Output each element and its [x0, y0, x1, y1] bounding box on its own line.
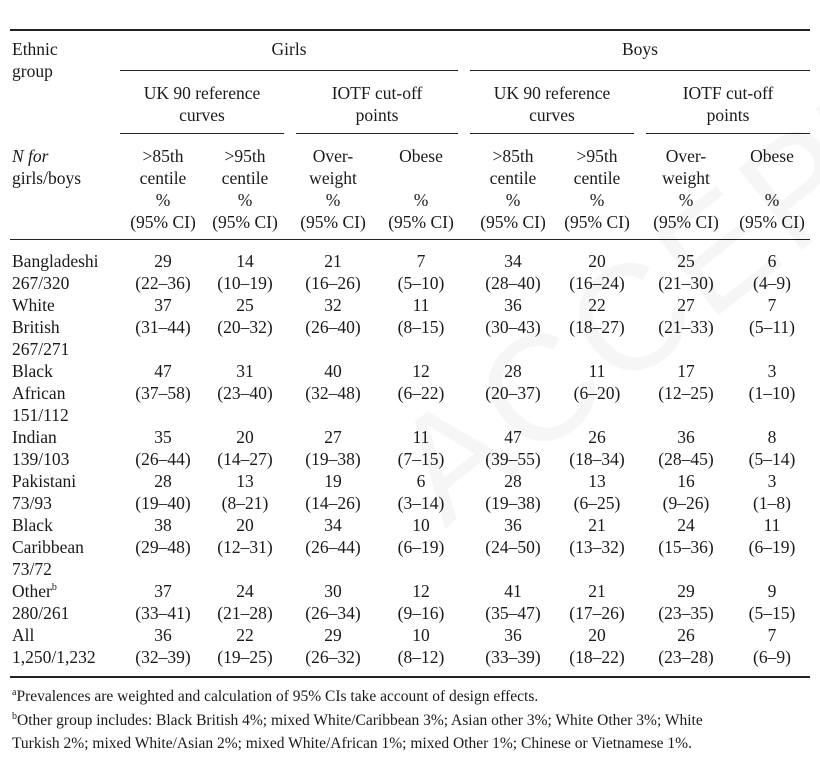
footnote-b-line2: Turkish 2%; mixed White/Asian 2%; mixed White/African 1%; mixed Other 1%; Chinese or Vietnamese 1%.	[12, 735, 692, 752]
row-label-text: 280/261	[12, 603, 70, 623]
footnote-a-mark: a	[12, 686, 17, 698]
boys-iotf-header-2: points	[706, 105, 750, 125]
girls-uk90-header-1: UK 90 reference	[143, 83, 261, 103]
footnote-a	[12, 686, 538, 708]
cell-value-2-2: 40	[324, 361, 342, 381]
cell-value-1-6: 27	[677, 295, 695, 315]
cell-value-0-5: 20	[588, 251, 606, 271]
cell-ci-1-1: (20–32)	[217, 317, 273, 337]
cell-value-1-5: 22	[588, 295, 606, 315]
cell-value-7-4: 36	[504, 625, 522, 645]
n-label-1	[12, 145, 48, 167]
cell-ci-7-0: (32–39)	[135, 647, 191, 667]
column-subheader-2-1: weight	[309, 168, 357, 188]
cell-value-6-0: 37	[154, 581, 172, 601]
row-label-0-1	[12, 272, 69, 294]
row-label-text: Bangladeshi	[12, 251, 99, 271]
cell-ci-4-3: (3–14)	[397, 493, 445, 513]
cell-value-6-1: 24	[236, 581, 254, 601]
cell-value-4-6: 16	[677, 471, 695, 491]
cell-ci-3-5: (18–34)	[569, 449, 625, 469]
cell-value-7-7: 7	[767, 625, 777, 645]
column-subheader-5-1: centile	[573, 168, 621, 188]
cell-ci-0-4: (28–40)	[485, 273, 541, 293]
column-subheader-4-2: %	[505, 190, 521, 210]
top-rule	[10, 29, 810, 31]
cell-value-5-5: 21	[588, 515, 606, 535]
cell-value-7-3: 10	[412, 625, 430, 645]
n-label-2: girls/boys	[12, 168, 82, 188]
cell-value-1-2: 32	[324, 295, 342, 315]
girls-header: Girls	[271, 39, 307, 59]
cell-value-2-3: 12	[412, 361, 430, 381]
girls-iotf-header-1: IOTF cut-off	[331, 83, 423, 103]
girls-rule	[120, 70, 458, 71]
row-label-7-1	[12, 646, 96, 668]
girls-iotf-rule	[296, 133, 458, 134]
cell-ci-3-1: (14–27)	[217, 449, 273, 469]
cell-ci-6-5: (17–26)	[569, 603, 625, 623]
cell-value-1-0: 37	[154, 295, 172, 315]
column-subheader-6-3: (95% CI)	[653, 212, 719, 232]
boys-uk90-header-2: curves	[529, 105, 575, 125]
column-subheader-2-3: (95% CI)	[300, 212, 366, 232]
cell-value-7-6: 26	[677, 625, 695, 645]
row-label-1-0	[12, 294, 55, 316]
column-subheader-5-0: >95th	[576, 146, 618, 166]
table-bottom-rule	[10, 676, 810, 678]
cell-value-0-0: 29	[154, 251, 172, 271]
cell-ci-2-6: (12–25)	[658, 383, 714, 403]
cell-ci-0-6: (21–30)	[658, 273, 714, 293]
cell-value-3-1: 20	[236, 427, 254, 447]
row-label-3-0	[12, 426, 57, 448]
cell-ci-5-0: (29–48)	[135, 537, 191, 557]
row-label-text: 1,250/1,232	[12, 647, 96, 667]
cell-value-4-5: 13	[588, 471, 606, 491]
cell-ci-7-3: (8–12)	[397, 647, 445, 667]
cell-value-3-0: 35	[154, 427, 172, 447]
row-label-text: Other	[12, 581, 52, 601]
cell-ci-4-1: (8–21)	[221, 493, 269, 513]
cell-value-1-4: 36	[504, 295, 522, 315]
cell-ci-7-2: (26–32)	[305, 647, 361, 667]
cell-value-4-0: 28	[154, 471, 172, 491]
cell-ci-5-4: (24–50)	[485, 537, 541, 557]
cell-value-4-2: 19	[324, 471, 342, 491]
column-subheader-0-1: centile	[139, 168, 187, 188]
row-label-text: 139/103	[12, 449, 70, 469]
cell-value-5-2: 34	[324, 515, 342, 535]
column-subheader-2-2: %	[325, 190, 341, 210]
cell-ci-2-3: (6–22)	[397, 383, 445, 403]
cell-value-6-6: 29	[677, 581, 695, 601]
cell-value-5-6: 24	[677, 515, 695, 535]
cell-value-6-4: 41	[504, 581, 522, 601]
column-subheader-0-3: (95% CI)	[130, 212, 196, 232]
cell-ci-3-2: (19–38)	[305, 449, 361, 469]
cell-value-0-6: 25	[677, 251, 695, 271]
cell-value-7-1: 22	[236, 625, 254, 645]
row-label-text: Pakistani	[12, 471, 77, 491]
ethnic-group-label-2: group	[12, 61, 53, 81]
cell-ci-2-2: (32–48)	[305, 383, 361, 403]
cell-value-3-3: 11	[412, 427, 430, 447]
cell-value-0-2: 21	[324, 251, 342, 271]
column-subheader-2-0: Over-	[312, 146, 354, 166]
cell-ci-7-5: (18–22)	[569, 647, 625, 667]
row-label-footnote-mark: b	[51, 582, 57, 594]
cell-ci-6-6: (23–35)	[658, 603, 714, 623]
cell-value-2-7: 3	[767, 361, 777, 381]
ethnic-group-label-1: Ethnic	[12, 39, 58, 59]
row-label-text: All	[12, 625, 35, 645]
cell-ci-5-3: (6–19)	[397, 537, 445, 557]
cell-value-5-7: 11	[763, 515, 781, 535]
column-subheader-1-3: (95% CI)	[212, 212, 278, 232]
cell-value-6-7: 9	[767, 581, 777, 601]
cell-value-7-2: 29	[324, 625, 342, 645]
cell-ci-2-7: (1–10)	[748, 383, 796, 403]
footnote-a-text: Prevalences are weighted and calculation of 95% CIs take account of design effects.	[16, 688, 539, 705]
column-subheader-7-2: %	[764, 190, 780, 210]
cell-ci-0-5: (16–24)	[569, 273, 625, 293]
cell-ci-4-2: (14–26)	[305, 493, 361, 513]
cell-value-0-4: 34	[504, 251, 522, 271]
cell-value-4-4: 28	[504, 471, 522, 491]
column-subheader-5-3: (95% CI)	[564, 212, 630, 232]
row-label-1-2	[12, 338, 69, 360]
row-label-6-0	[12, 580, 57, 602]
cell-value-5-1: 20	[236, 515, 254, 535]
row-label-6-1	[12, 602, 69, 624]
cell-ci-7-4: (33–39)	[485, 647, 541, 667]
cell-value-0-1: 14	[236, 251, 254, 271]
cell-ci-6-2: (26–34)	[305, 603, 361, 623]
cell-ci-2-0: (37–58)	[135, 383, 191, 403]
row-label-text: Indian	[12, 427, 57, 447]
cell-ci-0-3: (5–10)	[397, 273, 445, 293]
cell-ci-5-5: (13–32)	[569, 537, 625, 557]
cell-value-5-0: 38	[154, 515, 172, 535]
header-bottom-rule	[10, 239, 810, 240]
cell-ci-1-2: (26–40)	[305, 317, 361, 337]
cell-value-2-0: 47	[154, 361, 172, 381]
column-subheader-6-0: Over-	[665, 146, 707, 166]
cell-value-5-4: 36	[504, 515, 522, 535]
column-subheader-1-2: %	[237, 190, 253, 210]
cell-ci-1-6: (21–33)	[658, 317, 714, 337]
row-label-4-0	[12, 470, 76, 492]
n-italic: N for	[12, 146, 49, 166]
cell-ci-7-7: (6–9)	[753, 647, 791, 667]
row-label-4-1	[12, 492, 52, 514]
cell-value-7-0: 36	[154, 625, 172, 645]
cell-value-2-1: 31	[236, 361, 254, 381]
cell-value-0-3: 7	[416, 251, 426, 271]
column-subheader-3-2: %	[413, 190, 429, 210]
cell-ci-7-6: (23–28)	[658, 647, 714, 667]
cell-value-1-3: 11	[412, 295, 430, 315]
cell-ci-4-5: (6–25)	[573, 493, 621, 513]
cell-value-3-7: 8	[767, 427, 777, 447]
boys-uk90-rule	[470, 133, 634, 134]
boys-uk90-header-1: UK 90 reference	[493, 83, 611, 103]
cell-value-6-2: 30	[324, 581, 342, 601]
cell-ci-1-7: (5–11)	[748, 317, 796, 337]
cell-value-3-6: 36	[677, 427, 695, 447]
boys-iotf-rule	[646, 133, 810, 134]
boys-header: Boys	[622, 39, 658, 59]
cell-ci-0-2: (16–26)	[305, 273, 361, 293]
row-label-1-1	[12, 316, 60, 338]
cell-value-0-7: 6	[767, 251, 777, 271]
cell-value-4-1: 13	[236, 471, 254, 491]
column-subheader-4-3: (95% CI)	[480, 212, 546, 232]
cell-ci-3-0: (26–44)	[135, 449, 191, 469]
row-label-text: White	[12, 295, 55, 315]
row-label-text: 267/271	[12, 339, 70, 359]
cell-ci-6-4: (35–47)	[485, 603, 541, 623]
row-label-text: Caribbean	[12, 537, 84, 557]
cell-value-4-7: 3	[767, 471, 777, 491]
cell-ci-5-7: (6–19)	[748, 537, 796, 557]
cell-ci-6-0: (33–41)	[135, 603, 191, 623]
column-subheader-0-2: %	[155, 190, 171, 210]
cell-ci-4-0: (19–40)	[135, 493, 191, 513]
cell-ci-1-3: (8–15)	[397, 317, 445, 337]
cell-value-2-4: 28	[504, 361, 522, 381]
row-label-7-0	[12, 624, 34, 646]
row-label-0-0	[12, 250, 99, 272]
row-label-text: Black	[12, 515, 53, 535]
row-label-text: 73/72	[12, 559, 52, 579]
cell-ci-0-1: (10–19)	[217, 273, 273, 293]
column-subheader-6-2: %	[678, 190, 694, 210]
footnote-b-line1	[12, 710, 703, 732]
column-subheader-6-1: weight	[662, 168, 710, 188]
cell-value-7-5: 20	[588, 625, 606, 645]
column-subheader-5-2: %	[589, 190, 605, 210]
column-subheader-4-0: >85th	[492, 146, 534, 166]
boys-iotf-header-1: IOTF cut-off	[682, 83, 774, 103]
cell-ci-1-0: (31–44)	[135, 317, 191, 337]
cell-value-1-7: 7	[767, 295, 777, 315]
cell-ci-6-3: (9–16)	[397, 603, 445, 623]
cell-value-6-5: 21	[588, 581, 606, 601]
row-label-2-1	[12, 382, 65, 404]
cell-ci-1-4: (30–43)	[485, 317, 541, 337]
column-subheader-0-0: >85th	[142, 146, 184, 166]
cell-ci-4-6: (9–26)	[662, 493, 710, 513]
cell-ci-0-0: (22–36)	[135, 273, 191, 293]
cell-ci-3-7: (5–14)	[748, 449, 796, 469]
row-label-text: 151/112	[12, 405, 69, 425]
column-subheader-3-3: (95% CI)	[388, 212, 454, 232]
cell-value-3-5: 26	[588, 427, 606, 447]
row-label-5-0	[12, 514, 53, 536]
cell-ci-3-3: (7–15)	[397, 449, 445, 469]
cell-ci-4-4: (19–38)	[485, 493, 541, 513]
column-subheader-7-3: (95% CI)	[739, 212, 805, 232]
cell-value-3-2: 27	[324, 427, 342, 447]
cell-ci-1-5: (18–27)	[569, 317, 625, 337]
cell-ci-3-6: (28–45)	[658, 449, 714, 469]
row-label-text: African	[12, 383, 66, 403]
cell-ci-2-1: (23–40)	[217, 383, 273, 403]
girls-iotf-header-2: points	[355, 105, 399, 125]
cell-ci-2-4: (20–37)	[485, 383, 541, 403]
cell-value-2-5: 11	[588, 361, 606, 381]
cell-ci-7-1: (19–25)	[217, 647, 273, 667]
cell-ci-0-7: (4–9)	[753, 273, 791, 293]
column-subheader-3-0: Obese	[399, 146, 443, 166]
cell-ci-2-5: (6–20)	[573, 383, 621, 403]
cell-ci-4-7: (1–8)	[753, 493, 791, 513]
cell-value-3-4: 47	[504, 427, 522, 447]
cell-ci-5-1: (12–31)	[217, 537, 273, 557]
cell-value-5-3: 10	[412, 515, 430, 535]
row-label-5-2	[12, 558, 52, 580]
row-label-5-1	[12, 536, 84, 558]
cell-ci-3-4: (39–55)	[485, 449, 541, 469]
column-subheader-4-1: centile	[489, 168, 537, 188]
column-subheader-1-1: centile	[221, 168, 269, 188]
girls-uk90-rule	[120, 133, 284, 134]
cell-ci-6-1: (21–28)	[217, 603, 273, 623]
boys-rule	[470, 70, 810, 71]
row-label-2-2	[12, 404, 69, 426]
cell-value-2-6: 17	[677, 361, 695, 381]
cell-value-6-3: 12	[412, 581, 430, 601]
cell-ci-5-6: (15–36)	[658, 537, 714, 557]
footnote-b-mark: b	[12, 710, 17, 722]
row-label-text: British	[12, 317, 60, 337]
row-label-text: 73/93	[12, 493, 52, 513]
column-subheader-1-0: >95th	[224, 146, 266, 166]
cell-ci-5-2: (26–44)	[305, 537, 361, 557]
girls-uk90-header-2: curves	[179, 105, 225, 125]
cell-value-4-3: 6	[416, 471, 426, 491]
column-subheader-7-0: Obese	[750, 146, 794, 166]
cell-ci-6-7: (5–15)	[748, 603, 796, 623]
footnote-b-text-1: Other group includes: Black British 4%; mixed White/Caribbean 3%; Asian other 3%; White Other 3%; White	[17, 712, 703, 729]
row-label-text: 267/320	[12, 273, 70, 293]
cell-value-1-1: 25	[236, 295, 254, 315]
row-label-2-0	[12, 360, 53, 382]
row-label-text: Black	[12, 361, 53, 381]
row-label-3-1	[12, 448, 69, 470]
